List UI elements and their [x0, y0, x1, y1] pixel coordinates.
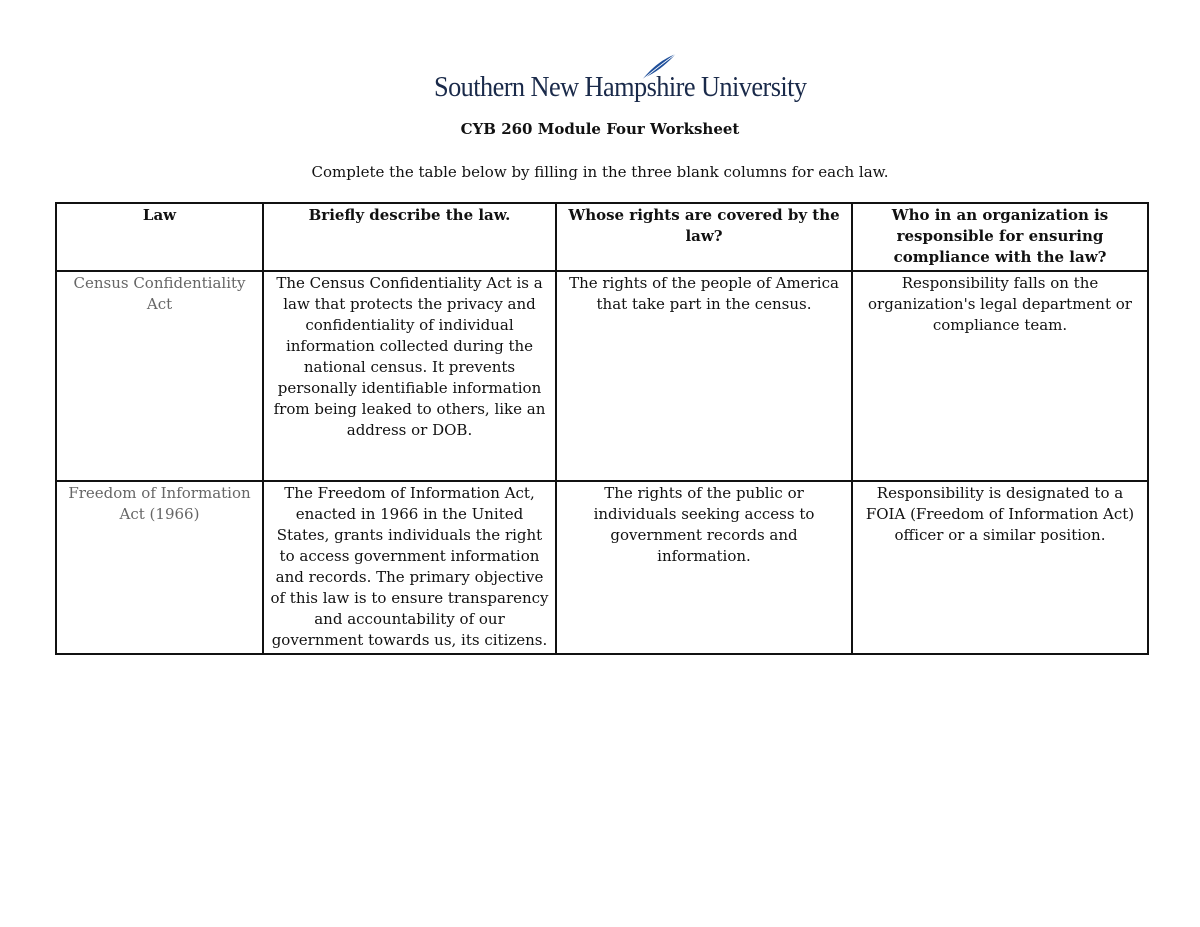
- table-row: [56, 271, 1148, 481]
- law-name-cell: Freedom of Information Act (1966): [56, 481, 263, 654]
- responsibility-cell: Responsibility falls on the organization's legal department or compliance team.: [852, 271, 1148, 481]
- laws-table: [55, 202, 1149, 655]
- table-row: [56, 481, 1148, 654]
- rights-cell: The rights of the public or individuals seeking access to government records and information.: [556, 481, 852, 654]
- table-header-row: [56, 203, 1148, 271]
- header-rights: Whose rights are covered by the law?: [556, 203, 852, 271]
- page-title: CYB 260 Module Four Worksheet: [460, 120, 740, 138]
- description-cell: The Census Confidentiality Act is a law that protects the privacy and confidentiality of individual information collected during the national census. It prevents personally identifiable information from being leaked to others, like an address or DOB.: [263, 271, 556, 481]
- rights-cell: The rights of the people of America that take part in the census.: [556, 271, 852, 481]
- header-responsibility: Who in an organization is responsible for ensuring compliance with the law?: [852, 203, 1148, 271]
- logo-text: Southern New Hampshire University: [434, 72, 807, 103]
- instructions: Complete the table below by filling in the three blank columns for each law.: [311, 163, 889, 181]
- responsibility-cell: Responsibility is designated to a FOIA (Freedom of Information Act) officer or a similar position.: [852, 481, 1148, 654]
- header-description: Briefly describe the law.: [263, 203, 556, 271]
- description-cell: The Freedom of Information Act, enacted in 1966 in the United States, grants individuals the right to access government information and records. The primary objective of this law is to ensure transparency and accountability of our government towards us, its citizens.: [263, 481, 556, 654]
- law-name-cell: Census Confidentiality Act: [56, 271, 263, 481]
- header-law: Law: [56, 203, 263, 271]
- university-logo: [434, 52, 807, 108]
